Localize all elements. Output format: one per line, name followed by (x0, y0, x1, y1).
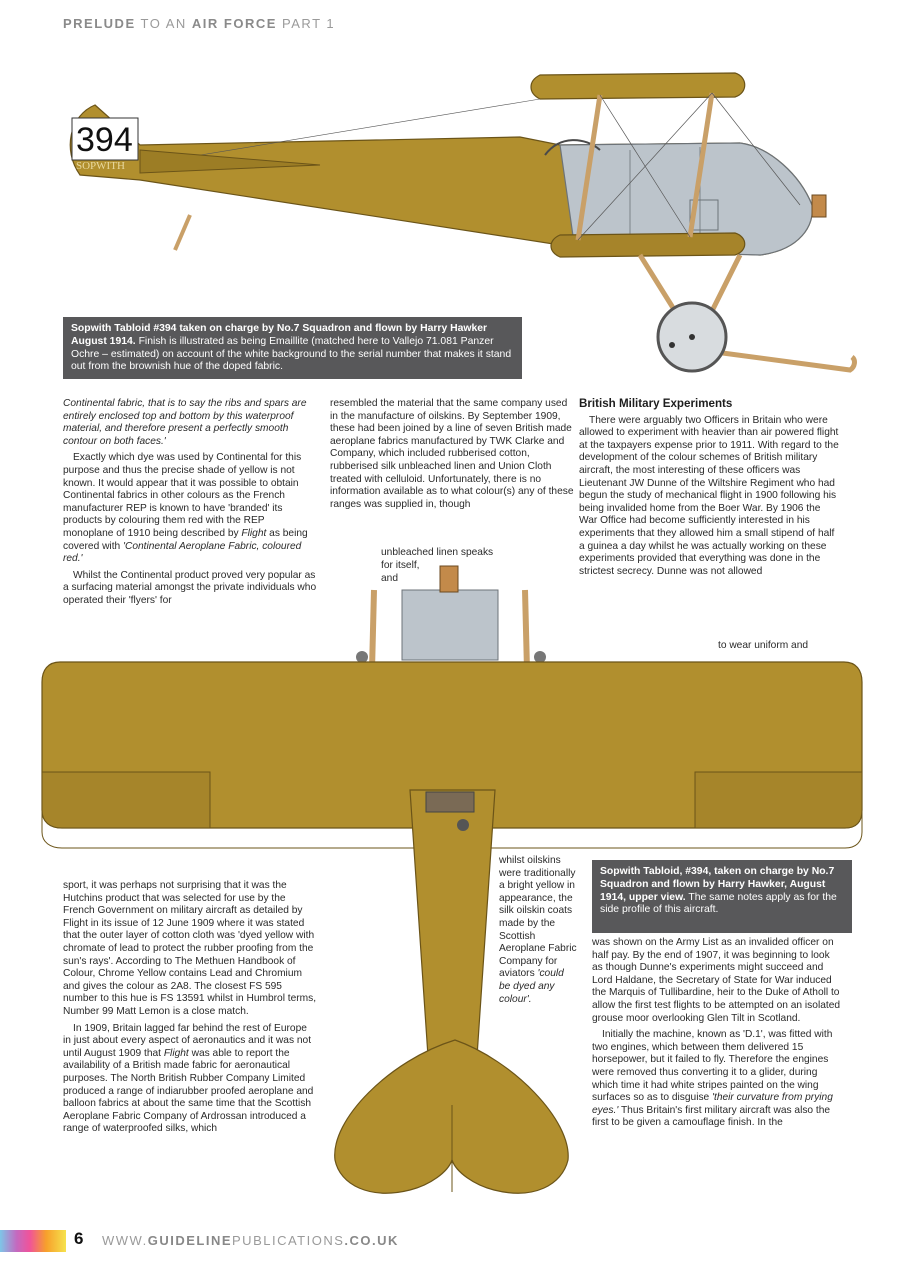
col2-top-line-3: and (381, 573, 398, 584)
col1-bottom-p2a: In 1909, Britain lagged far behind the rest of Europe in just about every aspect of aeronautics and it was not until August 1909 that (63, 1022, 312, 1059)
url-couk: .CO.UK (344, 1233, 399, 1248)
header-prelude: PRELUDE (63, 16, 136, 31)
col1-bottom-p2-flight: Flight (163, 1047, 189, 1059)
col1-top-p2 (63, 452, 317, 565)
col1-bottom-p1: sport, it was perhaps not surprising that it was the Hutchins product that was selected for use by the French Government on military aircraft as detailed by Flight in its issue of 12 June 1909 where it was stated that the outer layer of cotton cloth was 'dyed yellow with chromate of lead to protect the rubber proofing from the sun's rays'. According to The Methuen Handbook of Colour, Chrome Yellow contains Lead and Chromium and gives the colour as 2A8. The closest FS 595 number to this hue is FS 13591 whilst in Humbrol terms, Number 99 Matt Lemon is a close match. (63, 880, 317, 1017)
upper-view-caption (592, 860, 852, 933)
col2-top-p1: resembled the material that the same company used in the manufacture of oilskins. By September 1909, these had been joined by a line of seven British made aeroplane fabrics manufactured by TWK Clarke and Company, which included rubberised cotton, rubberised silk unbleached linen and Union Cloth treated with celluloid. Unfortunately, there is no information available as to what colour(s) any of these ranges was supplied in, though (330, 398, 574, 510)
column-3-bottom (592, 937, 842, 1134)
section-heading: British Military Experiments (579, 397, 733, 410)
col1-top-p1: Continental fabric, that is to say the ribs and spars are entirely enclosed top and bottom by this waterproof material, and therefore present a perfectly smooth contour on both faces.' (63, 398, 307, 447)
col3-top-p1: There were arguably two Officers in Britain who were allowed to experiment with heavier than air powered flight at the taxpayers expense prior to 1911. With regard to the development of the colour schemes of British military aircraft, the most interesting of these officers was Lieutenant JW Dunne of the Wiltshire Regiment who had begun the study of mechanical flight in 1900 following his being invalided home from the Boer War. By 1906 the War Office had become sufficiently interested in his experiments that they allowed him a small stipend of half a guinea a day whilst he was actually working on these experiments provided that everything was done in the strictest secrecy. Dunne was not allowed (579, 414, 839, 577)
column-2-top (330, 398, 574, 515)
footer-url[interactable] (102, 1233, 399, 1248)
url-publications: PUBLICATIONS (232, 1233, 345, 1248)
side-profile-caption (63, 317, 522, 379)
col1-top-p2b: as being covered with (63, 527, 308, 552)
column-1-bottom (63, 880, 317, 1140)
col1-bottom-p2b: was able to report the availability of a British made fabric for aeronautical purposes. The North British Rubber Company Limited produced a range of indiarubber proofed aeroplane and balloon fabrics at about the same time that the Scottish Aeroplane Fabric Company of Ardrossan introduced a range of waterproofed silks, which (63, 1047, 314, 1135)
column-2-bottom (499, 855, 577, 1006)
col1-top-p2-flight: Flight (241, 527, 267, 539)
footer-color-bar (0, 1230, 66, 1252)
col3-bottom-p2a: Initially the machine, known as 'D.1', was fitted with two engines, which between them delivered 15 horsepower, but it failed to fly. Therefore the engines were removed thus converting it to a glider, during which time it had white stripes painted on the wing surfaces so as to disguise (592, 1029, 833, 1104)
url-guideline: GUIDELINE (147, 1233, 233, 1248)
running-header (63, 16, 335, 31)
serial-number: 394 (76, 121, 133, 159)
header-part: PART 1 (282, 16, 336, 31)
col2-bottom-text: whilst oilskins were traditionally a bright yellow in appearance, the silk oilskin coats made by the Scottish Aeroplane Fabric Company for aviators (499, 855, 577, 980)
upper-caption-text: The same notes apply as for the side profile of this aircraft. (600, 891, 837, 916)
col3-bottom-p2 (592, 1029, 842, 1130)
header-air-force: AIR FORCE (191, 16, 277, 31)
col1-bottom-p2 (63, 1023, 317, 1136)
sopwith-logo: SOPWITH (76, 160, 125, 172)
col1-top-p2-quote: 'Continental Aeroplane Fabric, coloured red.' (63, 540, 302, 565)
col3-bottom-p2b: Thus Britain's first military aircraft was also the first to be given a camouflage finish. In the (592, 1104, 831, 1129)
side-caption-bold: Sopwith Tabloid #394 taken on charge by No.7 Squadron and flown by Harry Hawker August 1914. (71, 323, 488, 347)
col1-top-p2a: Exactly which dye was used by Continental for this purpose and thus the precise shade of yellow is not known. It would appear that it was possible to obtain Continental fabrics in other colours as the French manufacturer REP is known to have 'branded' its products by colouring them red with the REP monoplane of 1910 being described by (63, 452, 302, 539)
col2-bottom-quote: 'could be dyed any colour'. (499, 968, 564, 1005)
col3-bottom-p2-quote: 'their curvature from prying eyes.' (592, 1092, 833, 1116)
col3-bottom-p1: was shown on the Army List as an invalided officer on half pay. By the end of 1907, it was beginning to look as though Dunne's experiments might succeed and Lord Haldane, the Secretary of State for War induced the Marquis of Tullibardine, heir to the Duke of Atholl to allow the first test flights to be attempted on an isolated grouse moor overlooking Glen Tilt in Scotland. (592, 937, 841, 1024)
col1-top-p3: Whilst the Continental product proved very popular as a surfacing material amongst the private individuals who operated their 'flyers' for (63, 569, 317, 606)
page-number: 6 (74, 1229, 84, 1248)
column-3-top (579, 398, 841, 582)
header-to-an: TO AN (140, 16, 187, 31)
upper-caption-bold: Sopwith Tabloid, #394, taken on charge by No.7 Squadron and flown by Harry Hawker, August 1914, upper view. (600, 866, 835, 903)
url-www: WWW. (102, 1233, 148, 1248)
side-caption-text: Finish is illustrated as being Emaillite (matched here to Vallejo 71.081 Panzer Ochre – estimated) on account of the white background to the serial number that makes it stand out from the brownish hue of the doped fabric. (71, 335, 512, 373)
col2-top-line-2: for itself, (381, 560, 420, 571)
col2-top-line-1: unbleached linen speaks (381, 547, 494, 558)
col3-top-last-line: to wear uniform and (718, 640, 809, 651)
